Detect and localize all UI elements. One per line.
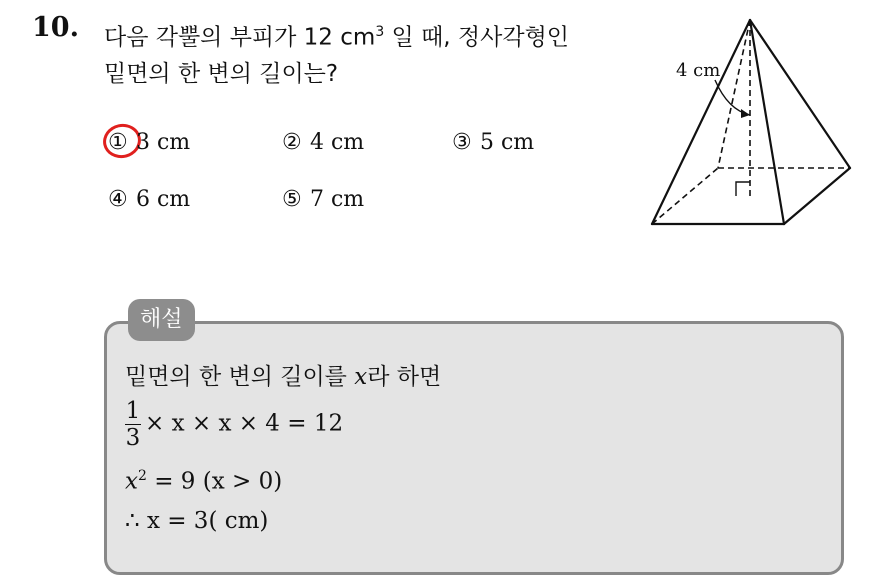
fraction-one-third: $\frac{1}{3}$ bbox=[125, 398, 141, 451]
choice-4-text: 6 cm bbox=[136, 187, 191, 212]
question-line-2: 밑면의 한 변의 길이는? bbox=[104, 60, 339, 87]
choice-5-text: 7 cm bbox=[310, 187, 365, 212]
arrow-head bbox=[741, 109, 750, 118]
solution-line-1: 밑면의 한 변의 길이를 x라 하면 bbox=[125, 364, 442, 390]
solution-line-2: $\frac{1}{3}$ × x × x × 4 = 12 bbox=[125, 398, 344, 451]
choice-3-text: 5 cm bbox=[480, 130, 535, 155]
height-arrow bbox=[715, 80, 750, 115]
choice-4-mark: ④ bbox=[108, 187, 128, 212]
edge-back-right bbox=[750, 20, 850, 168]
solution-line-3: $x^2 = 9$ (x > 0) bbox=[125, 468, 283, 495]
question-text bbox=[104, 14, 569, 92]
choice-2[interactable] bbox=[282, 130, 364, 155]
choice-4[interactable] bbox=[108, 187, 190, 212]
edge-front-right bbox=[750, 20, 784, 224]
right-angle-mark bbox=[736, 182, 750, 196]
choice-3[interactable] bbox=[452, 130, 534, 155]
hidden-base-left bbox=[652, 168, 718, 224]
choice-1[interactable] bbox=[108, 130, 190, 155]
choice-2-text: 4 cm bbox=[310, 130, 365, 155]
choice-5[interactable] bbox=[282, 187, 364, 212]
choice-1-text: 3 cm bbox=[136, 130, 191, 155]
question-line-1: 다음 각뿔의 부피가 12 $cm^3$ 일 때, 정사각형인 bbox=[104, 24, 570, 51]
choice-3-mark: ③ bbox=[452, 130, 472, 155]
edge-front-left bbox=[652, 20, 750, 224]
question-number: 10. bbox=[32, 12, 79, 43]
height-label: 4 cm bbox=[676, 60, 721, 81]
base-right-edge bbox=[784, 168, 850, 224]
choice-1-mark: ① bbox=[108, 130, 128, 155]
solution-tag: 해설 bbox=[128, 299, 195, 341]
solution-line-4: ∴ x = 3( cm) bbox=[125, 508, 269, 534]
choice-5-mark: ⑤ bbox=[282, 187, 302, 212]
pyramid-figure bbox=[640, 10, 860, 235]
choice-2-mark: ② bbox=[282, 130, 302, 155]
